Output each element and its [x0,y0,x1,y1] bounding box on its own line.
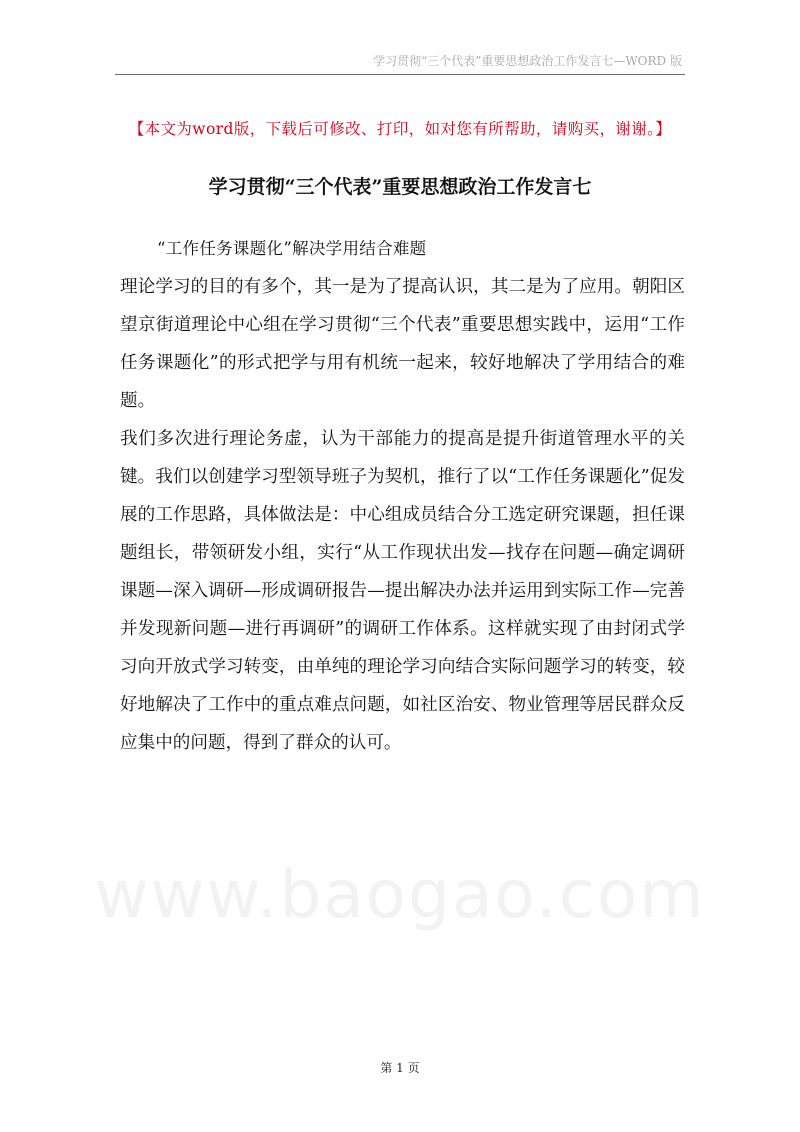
body-paragraph: 我们多次进行理论务虚，认为干部能力的提高是提升街道管理水平的关键。我们以创建学习型领导班子为契机，推行了以“工作任务课题化”促发展的工作思路，具体做法是：中心组成员结合分工选定研究课题，担任课题组长，带领研发小组，实行“从工作现状出发—找存在问题—确定调研课题—深入调研—形成调研报告—提出解决办法并运用到实际工作—完善并发现新问题—进行再调研”的调研工作体系。这样就实现了由封闭式学习向开放式学习转变，由单纯的理论学习向结合实际问题学习的转变，较好地解决了工作中的重点难点问题，如社区治安、物业管理等居民群众反应集中的问题，得到了群众的认可。 [120,429,685,753]
document-body [120,230,685,762]
section-subheading: “工作任务课题化”解决学用结合难题 [157,239,427,258]
purchase-notice: 【本文为word版，下载后可修改、打印，如对您有所帮助，请购买，谢谢。】 [128,120,672,138]
running-header: 学习贯彻“三个代表”重要思想政治工作发言七—WORD 版 [373,54,682,68]
page-number: 第 1 页 [380,1061,420,1075]
body-paragraph: 理论学习的目的有多个，其一是为了提高认识，其二是为了应用。朝阳区望京街道理论中心组在学习贯彻“三个代表”重要思想实践中，运用“工作任务课题化”的形式把学与用有机统一起来，较好地解决了学用结合的难题。 [120,277,685,411]
watermark: www.baogao.com [94,856,706,933]
header-divider [115,74,685,75]
document-title: 学习贯彻“三个代表”重要思想政治工作发言七 [208,176,592,198]
